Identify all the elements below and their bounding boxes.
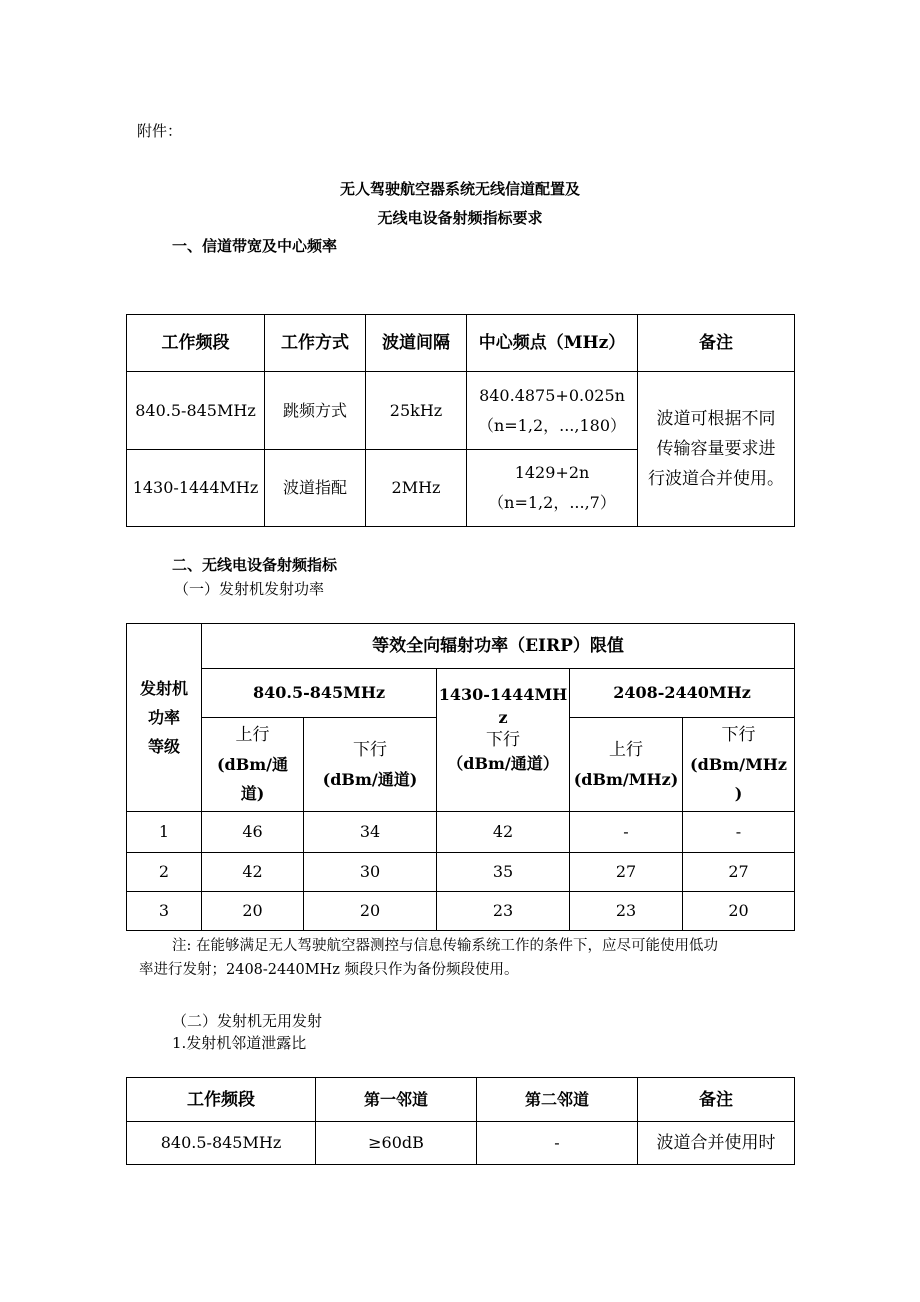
cell-spacing: 2MHz	[366, 450, 467, 527]
band2-sub-unit: （dBm/通道）	[447, 754, 559, 773]
table-cell: 20	[683, 892, 795, 931]
t3-cell: -	[477, 1122, 638, 1165]
sub-up1-line: 上行	[235, 725, 270, 745]
cell-mode: 波道指配	[265, 450, 366, 527]
header-mode: 工作方式	[265, 315, 366, 372]
power-table	[126, 623, 795, 931]
table-cell: 20	[202, 892, 304, 931]
band1-header: 840.5-845MHz	[202, 669, 437, 718]
table-cell: 20	[304, 892, 437, 931]
t3-header-first: 第一邻道	[316, 1078, 477, 1122]
table-cell: 46	[202, 812, 304, 853]
table-cell: -	[570, 812, 683, 853]
center-range: （n=1,2，...,180）	[477, 415, 627, 435]
leakage-table	[126, 1077, 795, 1165]
note-line: 传输容量要求进	[656, 439, 776, 459]
section1-heading: 一、信道带宽及中心频率	[172, 237, 338, 255]
level-header-line: 等级	[147, 737, 180, 756]
band3-header: 2408-2440MHz	[570, 669, 795, 718]
table-cell: 42	[202, 853, 304, 892]
table-cell: 42	[437, 812, 570, 853]
sub-down1-unit: (dBm/通道)	[322, 769, 418, 789]
cell-center	[467, 372, 638, 450]
section2-heading: 二、无线电设备射频指标	[172, 556, 338, 574]
t3-header-band: 工作频段	[127, 1078, 316, 1122]
band2-line: 1430-1444MH	[438, 685, 568, 704]
t3-cell: 840.5-845MHz	[127, 1122, 316, 1165]
band2-sub-dir: 下行	[486, 730, 520, 750]
doc-title-line1: 无人驾驶航空器系统无线信道配置及	[339, 180, 580, 198]
t3-cell: 波道合并使用时	[638, 1122, 795, 1165]
header-spacing: 波道间隔	[366, 315, 467, 372]
table-cell: 23	[437, 892, 570, 931]
note-line2: 率进行发射；2408-2440MHz 频段只作为备份频段使用。	[139, 962, 519, 978]
table-cell: 34	[304, 812, 437, 853]
channel-table	[126, 314, 795, 527]
sub-down3-line: (dBm/MHz	[690, 755, 787, 774]
header-note: 备注	[638, 315, 795, 372]
cell-center	[467, 450, 638, 527]
sub-down3-line: 下行	[721, 725, 756, 745]
t3-header-note: 备注	[638, 1078, 795, 1122]
band2-header	[437, 669, 570, 812]
table-cell: 1	[127, 812, 202, 853]
table-cell: -	[683, 812, 795, 853]
table-cell: 3	[127, 892, 202, 931]
level-header-line: 发射机	[139, 679, 188, 698]
level-header	[127, 624, 202, 812]
table-cell: 30	[304, 853, 437, 892]
table-cell: 35	[437, 853, 570, 892]
sub-down3	[683, 718, 795, 812]
level-header-line: 功率	[147, 708, 180, 727]
cell-band: 1430-1444MHz	[127, 450, 265, 527]
note-line: 行波道合并使用。	[648, 469, 784, 489]
band2-line: z	[498, 708, 508, 727]
center-formula: 840.4875+0.025n	[479, 385, 625, 405]
section2-sub1: （一）发射机发射功率	[174, 580, 325, 598]
t3-header-second: 第二邻道	[477, 1078, 638, 1122]
t3-cell: ≥60dB	[316, 1122, 477, 1165]
section2-sub2-item: 1.发射机邻道泄露比	[172, 1034, 307, 1052]
table-cell: 27	[570, 853, 683, 892]
header-band: 工作频段	[127, 315, 265, 372]
sub-up1-line: (dBm/通	[216, 755, 289, 774]
attachment-label: 附件：	[137, 122, 183, 140]
sub-up3-dir: 上行	[609, 739, 643, 760]
center-range: （n=1,2，...,7）	[488, 493, 616, 512]
sub-down1	[304, 718, 437, 812]
section2-sub2: （二）发射机无用发射	[172, 1012, 323, 1030]
cell-note	[638, 372, 795, 527]
sub-up1	[202, 718, 304, 812]
center-formula: 1429+2n	[514, 463, 590, 482]
table-cell: 27	[683, 853, 795, 892]
sub-up1-line: 道)	[240, 784, 265, 803]
doc-title-line2: 无线电设备射频指标要求	[377, 209, 543, 227]
sub-up3-unit: (dBm/MHz)	[573, 769, 679, 789]
table-cell: 2	[127, 853, 202, 892]
note-line: 波道可根据不同	[656, 409, 776, 429]
cell-spacing: 25kHz	[366, 372, 467, 450]
table-cell: 23	[570, 892, 683, 931]
sub-down3-line: )	[734, 784, 743, 803]
note-line1: 注: 在能够满足无人驾驶航空器测控与信息传输系统工作的条件下，应尽可能使用低功	[172, 938, 718, 954]
sub-down1-dir: 下行	[353, 739, 387, 760]
header-center: 中心频点（MHz）	[467, 315, 638, 372]
cell-band: 840.5-845MHz	[127, 372, 265, 450]
eirp-header: 等效全向辐射功率（EIRP）限值	[202, 624, 795, 669]
cell-mode: 跳频方式	[265, 372, 366, 450]
sub-up3	[570, 718, 683, 812]
